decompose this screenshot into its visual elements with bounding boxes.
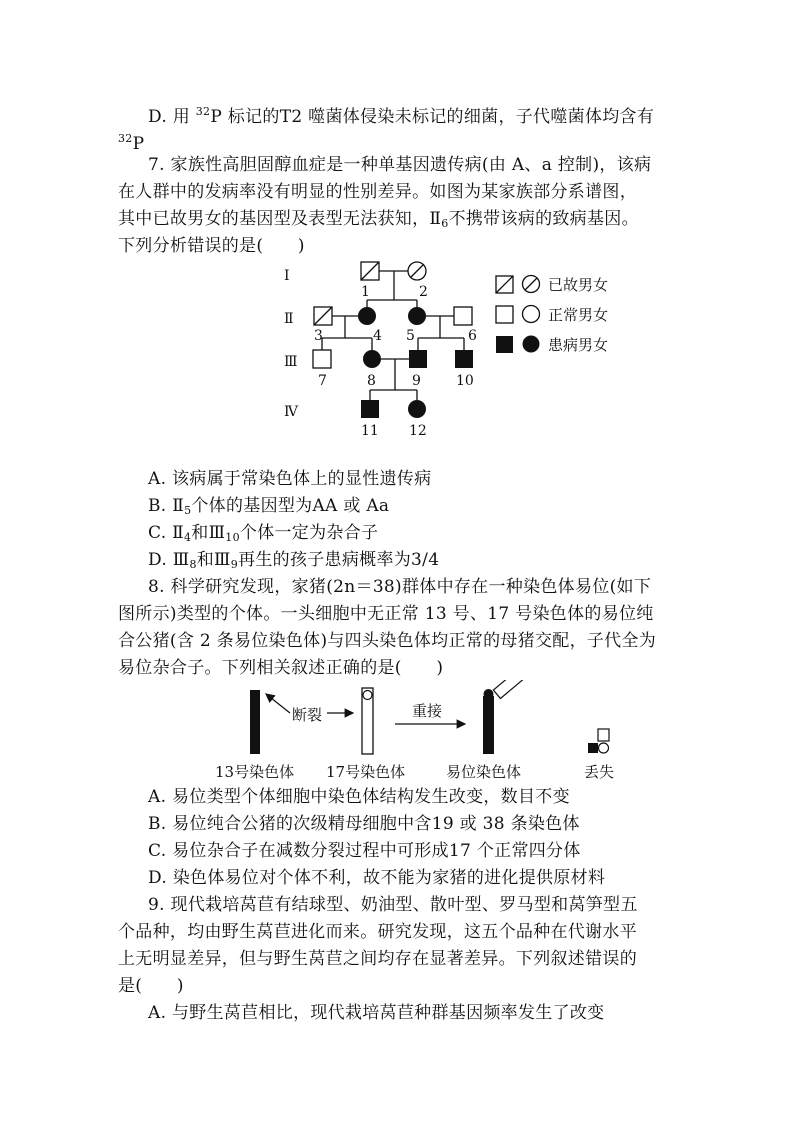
pedigree-individual-10: [455, 350, 473, 368]
pedigree-individual-6: [454, 307, 472, 325]
q8-option-d: D. 染色体易位对个体不利，故不能为家猪的进化提供原材料: [148, 868, 606, 888]
q7-stem-line-1: 7. 家族性高胆固醇血症是一种单基因遗传病(由 A、a 控制)，该病: [148, 155, 652, 175]
pedigree-individual-8: [363, 350, 381, 368]
q7-d-text-3: 再生的孩子患病概率为3/4: [238, 550, 440, 570]
pedigree-individual-12: [408, 400, 426, 418]
q7-c-sub-2: 10: [225, 531, 240, 544]
q7-c-text-1: C. Ⅱ: [148, 523, 184, 543]
q7-d-sub-2: 9: [230, 558, 239, 571]
q8-stem-line-2: 图所示)类型的个体。一头细胞中无正常 13 号、17 号染色体的易位纯: [118, 604, 654, 624]
q7-d-text-1: D. Ⅲ: [148, 550, 190, 570]
q7-c-sub-1: 4: [183, 531, 192, 544]
label-chromosome-13: 13号染色体: [215, 763, 295, 781]
q6-d-sup-2: 32: [118, 132, 133, 145]
q7-stem-text: 其中已故男女的基因型及表型无法获知，Ⅱ: [118, 209, 442, 229]
q8-option-c: C. 易位杂合子在减数分裂过程中可形成17 个正常四分体: [148, 841, 581, 861]
chromosome-13: [250, 690, 260, 754]
label-translocation: 易位染色体: [446, 763, 522, 781]
q7-option-d: [148, 549, 439, 576]
q8-option-b: B. 易位纯合公猪的次级精母细胞中含19 或 38 条染色体: [148, 814, 580, 834]
q7-stem-line-3: [118, 208, 639, 235]
q7-c-text-2: 和Ⅲ: [191, 523, 226, 543]
q8-option-a: A. 易位类型个体细胞中染色体结构发生改变，数目不变: [148, 787, 570, 807]
legend-label-affected: 患病男女: [548, 336, 609, 354]
q8-stem-line-4: 易位杂合子。下列相关叙述正确的是( ): [118, 658, 444, 678]
id-label-8: 8: [367, 373, 376, 389]
q7-option-c: [148, 522, 378, 549]
q7-b-text-2: 个体的基因型为AA 或 Aa: [191, 496, 390, 516]
id-label-5: 5: [406, 328, 415, 344]
q7-b-text-1: B. Ⅱ: [148, 496, 185, 516]
q9-option-a: A. 与野生莴苣相比，现代栽培莴苣种群基因频率发生了改变: [148, 1003, 605, 1023]
rejoin-label: 重接: [412, 702, 443, 720]
pedigree-individual-4: [358, 307, 376, 325]
pedigree-legend: [496, 276, 540, 324]
translocation-chromosome: [483, 680, 530, 754]
legend-label-deceased: 已故男女: [548, 276, 609, 294]
q6-d-text-3: P: [132, 134, 145, 154]
q7-d-text-2: 和Ⅲ: [196, 550, 231, 570]
break-label: 断裂: [292, 706, 323, 724]
lost-fragment: [588, 729, 609, 753]
q7-stem-text-2: 不携带该病的致病基因。: [448, 209, 639, 229]
q8-stem-line-3: 合公猪(含 2 条易位染色体)与四头染色体均正常的母猪交配，子代全为: [118, 631, 657, 651]
q7-stem-sub: 6: [441, 217, 449, 230]
q6-d-sup-1: 32: [195, 105, 211, 118]
id-label-3: 3: [314, 328, 323, 344]
legend-label-normal: 正常男女: [548, 306, 609, 324]
id-label-12: 12: [409, 423, 427, 439]
q6-option-d-cont: [118, 128, 144, 155]
legend-affected-male-icon: [496, 336, 513, 353]
id-label-1: 1: [361, 284, 370, 300]
q7-stem-line-4: 下列分析错误的是( ): [118, 236, 305, 256]
id-label-2: 2: [419, 284, 428, 300]
q9-stem-line-1: 9. 现代栽培莴苣有结球型、奶油型、散叶型、罗马型和莴笋型五: [148, 895, 638, 915]
q7-option-a: A. 该病属于常染色体上的显性遗传病: [148, 469, 432, 489]
id-label-9: 9: [412, 373, 421, 389]
legend-normal-male-icon: [496, 306, 513, 323]
label-lost: 丢失: [584, 763, 615, 781]
q7-c-text-3: 个体一定为杂合子: [239, 523, 379, 543]
id-label-4: 4: [373, 328, 382, 344]
id-label-6: 6: [468, 328, 477, 344]
id-label-7: 7: [318, 373, 327, 389]
id-label-11: 11: [361, 423, 379, 439]
legend-affected-female-icon: [523, 336, 540, 353]
gen-label-4: Ⅳ: [284, 404, 298, 420]
gen-label-1: Ⅰ: [284, 268, 290, 284]
q7-stem-line-2: 在人群中的发病率没有明显的性别差异。如图为某家族部分系谱图，: [118, 182, 637, 202]
pedigree-individual-7: [313, 350, 331, 368]
q6-d-text-1: D. 用: [148, 107, 196, 127]
label-chromosome-17: 17号染色体: [326, 763, 406, 781]
legend-normal-female-icon: [523, 306, 540, 323]
q8-stem-line-1: 8. 科学研究发现，家猪(2n＝38)群体中存在一种染色体易位(如下: [148, 577, 652, 597]
pedigree-individual-5: [408, 307, 426, 325]
q7-b-sub: 5: [184, 504, 192, 517]
pedigree-individual-11: [361, 400, 379, 418]
translocation-figure: [0, 680, 794, 785]
q6-option-d: [148, 101, 654, 128]
pedigree-individual-9: [409, 350, 427, 368]
pedigree-chart: [0, 250, 794, 450]
q7-d-sub-1: 8: [189, 558, 197, 571]
q9-stem-line-3: 上无明显差异，但与野生莴苣之间均存在显著差异。下列叙述错误的: [118, 949, 637, 969]
gen-label-3: Ⅲ: [284, 354, 298, 370]
q9-stem-line-4: 是( ): [118, 976, 184, 996]
q6-d-text-2: P 标记的T2 噬菌体侵染未标记的细菌，子代噬菌体均含有: [210, 107, 655, 127]
gen-label-2: Ⅱ: [284, 311, 294, 327]
q7-option-b: [148, 495, 389, 522]
q9-stem-line-2: 个品种，均由野生莴苣进化而来。研究发现，这五个品种在代谢水平: [118, 922, 637, 942]
id-label-10: 10: [456, 373, 474, 389]
